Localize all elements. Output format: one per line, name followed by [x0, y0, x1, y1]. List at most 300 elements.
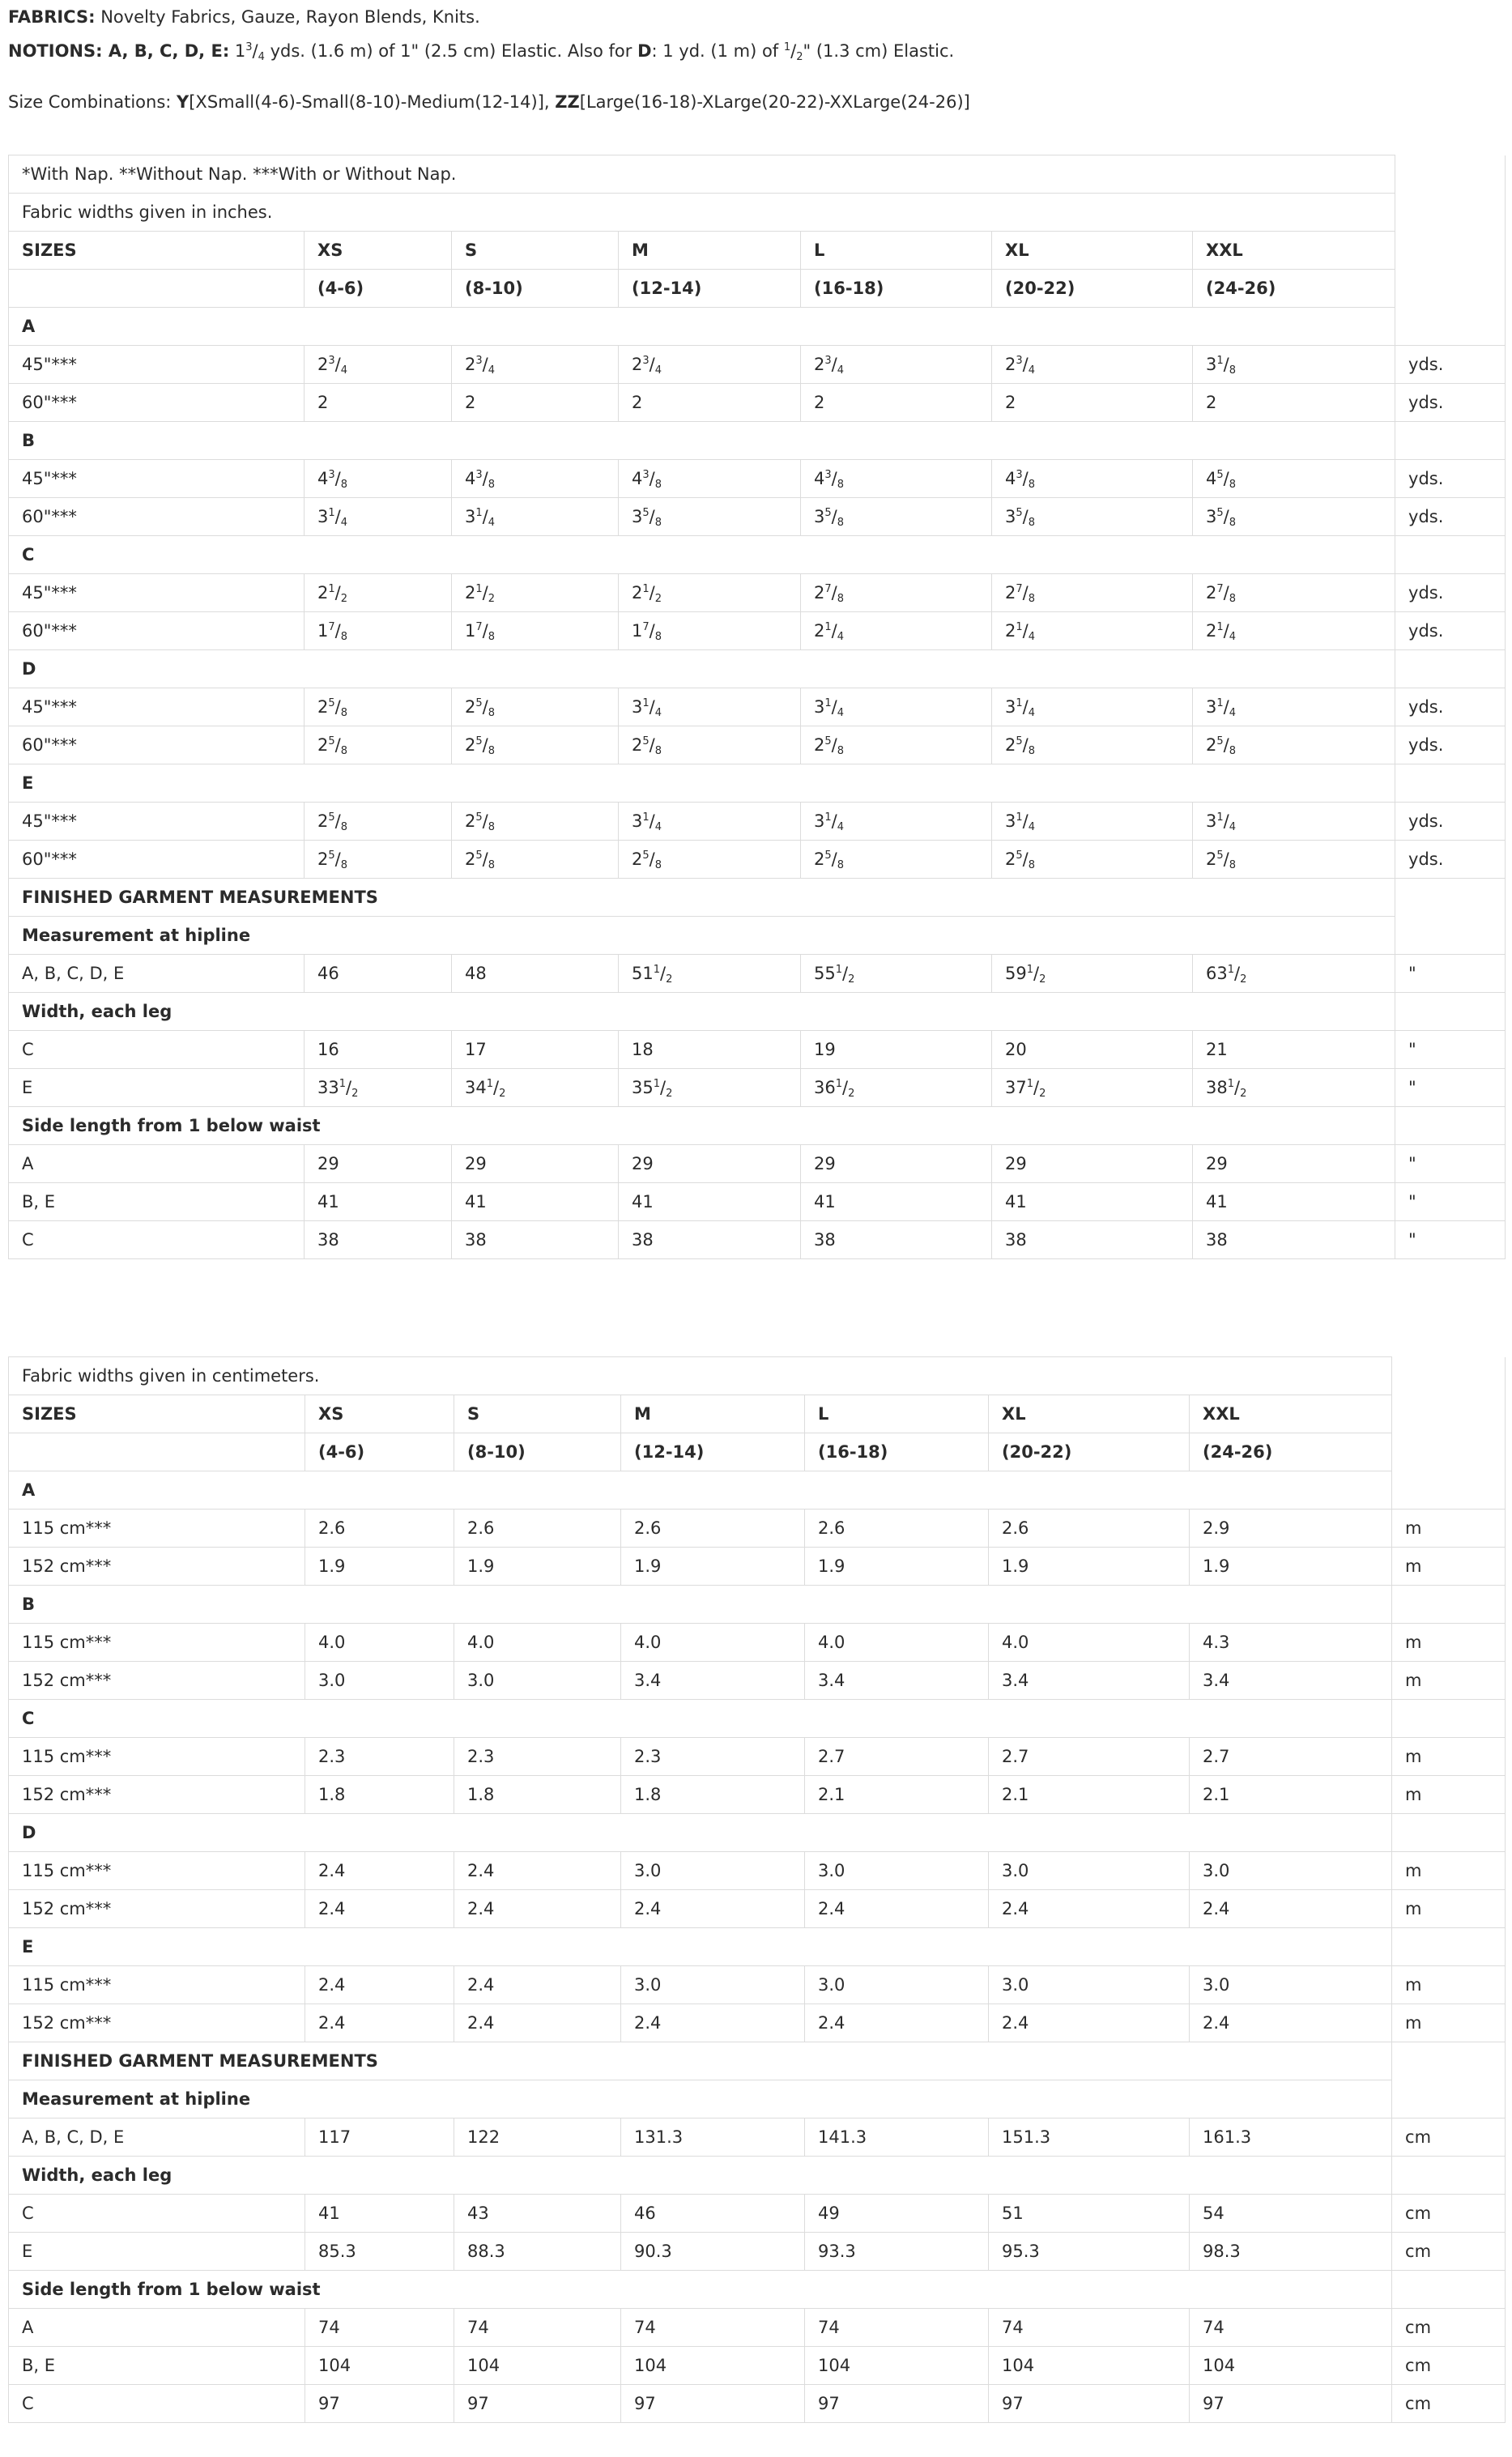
fraction-numerator: 5 [328, 811, 335, 824]
value-cell: 54 [1190, 2195, 1392, 2233]
value-cell: 29 [619, 1145, 801, 1183]
row-label: 115 cm*** [9, 1966, 305, 2004]
blank-cell [1392, 1471, 1506, 1510]
value-cell: 41 [992, 1183, 1193, 1221]
value-cell: 4.0 [805, 1624, 989, 1662]
value-cell: 93.3 [805, 2233, 989, 2271]
row-label: 45"*** [9, 346, 305, 384]
value-cell: $2^5/_8$ [1193, 726, 1395, 764]
table-row [9, 384, 1506, 422]
value-cell: $4^3/_8$ [619, 460, 801, 498]
size-combo-zz-text: [Large(16-18)-XLarge(20-22)-XXLarge(24-26)] [579, 92, 970, 112]
fraction-numerator: 3 [328, 355, 335, 367]
value-cell: 29 [992, 1145, 1193, 1183]
notions-amount-whole: 1 [229, 41, 246, 61]
value-cell: $2^3/_4$ [452, 346, 619, 384]
value-cell: 104 [805, 2347, 989, 2385]
fraction-numerator: 3 [328, 469, 335, 481]
table-row [9, 2004, 1506, 2042]
value-cell: 4.0 [621, 1624, 805, 1662]
unit-cell: " [1395, 955, 1506, 993]
unit-cell: cm [1392, 2347, 1506, 2385]
fabrics-text: Novelty Fabrics, Gauze, Rayon Blends, Knits. [95, 7, 480, 27]
row-label: E [9, 2233, 305, 2271]
value-cell: $2^7/_8$ [992, 574, 1193, 612]
value-cell: 3.0 [805, 1966, 989, 2004]
fraction-denominator: 8 [1229, 479, 1237, 491]
table-row [9, 460, 1506, 498]
value-cell: $4^5/_8$ [1193, 460, 1395, 498]
row-label: 152 cm*** [9, 1662, 305, 1700]
row-label: 60"*** [9, 498, 305, 536]
value-cell: 29 [1193, 1145, 1395, 1183]
size-header: M [619, 232, 801, 270]
value-cell: 2.6 [621, 1510, 805, 1548]
value-cell: 2.3 [621, 1738, 805, 1776]
value-cell: 4.3 [1190, 1624, 1392, 1662]
blank-cell [1395, 993, 1506, 1031]
value-cell: $2^1/_2$ [619, 574, 801, 612]
fraction-numerator: 3 [642, 355, 650, 367]
table-row [9, 574, 1506, 612]
measurement-heading-row [9, 2080, 1506, 2118]
fraction-denominator: 8 [837, 593, 845, 605]
size-range: (4-6) [305, 1433, 454, 1471]
value-cell: 97 [989, 2385, 1190, 2423]
fraction-denominator: 8 [488, 631, 496, 643]
blank-cell [1395, 194, 1506, 232]
view-label: B [9, 1586, 1392, 1624]
size-range: (24-26) [1193, 270, 1395, 308]
value-cell: 18 [619, 1031, 801, 1069]
size-range-row [9, 270, 1506, 308]
table-row [9, 2309, 1506, 2347]
value-cell: 4.0 [989, 1624, 1190, 1662]
blank-cell [1392, 1700, 1506, 1738]
measurement-heading-row [9, 2157, 1506, 2195]
fraction-numerator: 5 [642, 735, 650, 747]
view-section-row [9, 1928, 1506, 1966]
fraction-denominator: 8 [340, 859, 348, 871]
value-cell: 43 [454, 2195, 621, 2233]
table-row [9, 1548, 1506, 1586]
value-cell: 104 [621, 2347, 805, 2385]
fraction-numerator: 3 [475, 355, 483, 367]
value-cell: $3^5/_8$ [992, 498, 1193, 536]
measurement-heading-row [9, 2042, 1506, 2080]
value-cell: 3.0 [305, 1662, 454, 1700]
value-cell: $2^5/_8$ [305, 841, 452, 879]
value-cell: 3.4 [989, 1662, 1190, 1700]
fraction-numerator: 5 [475, 850, 483, 862]
blank-cell [1392, 2157, 1506, 2195]
size-range: (16-18) [801, 270, 992, 308]
yardage-table-centimeters [8, 1356, 1506, 2423]
row-label: 45"*** [9, 688, 305, 726]
unit-cell: m [1392, 1510, 1506, 1548]
value-cell: 2.4 [305, 1966, 454, 2004]
fraction-denominator: 2 [1240, 1088, 1247, 1100]
table-row [9, 612, 1506, 650]
unit-cell: m [1392, 1852, 1506, 1890]
value-cell: 1.9 [621, 1548, 805, 1586]
table-row [9, 688, 1506, 726]
value-cell: $63^1/_2$ [1193, 955, 1395, 993]
note-row [9, 155, 1506, 194]
sizes-header-row [9, 232, 1506, 270]
value-cell: $1^7/_8$ [619, 612, 801, 650]
view-label: A [9, 308, 1395, 346]
row-label: 60"*** [9, 841, 305, 879]
row-label: C [9, 2385, 305, 2423]
row-label: 45"*** [9, 803, 305, 841]
value-cell: 151.3 [989, 2118, 1190, 2157]
value-cell: $3^1/_4$ [1193, 688, 1395, 726]
value-cell: $4^3/_8$ [452, 460, 619, 498]
fraction-denominator: 8 [340, 821, 348, 833]
fraction-denominator: 8 [837, 517, 845, 529]
fraction-numerator: 1 [1026, 1078, 1034, 1090]
blank-cell [1395, 270, 1506, 308]
fraction-numerator: 1 [1216, 697, 1224, 709]
row-label: B, E [9, 1183, 305, 1221]
value-cell: $2^1/_4$ [992, 612, 1193, 650]
value-cell: 2.4 [1190, 2004, 1392, 2042]
measurement-heading-row [9, 993, 1506, 1031]
value-cell: $4^3/_8$ [992, 460, 1193, 498]
view-section-row [9, 308, 1506, 346]
value-cell: 74 [621, 2309, 805, 2347]
fraction-denominator: 4 [654, 821, 662, 833]
view-section-row [9, 764, 1506, 803]
fraction-numerator: 3 [824, 355, 832, 367]
value-cell: 41 [305, 1183, 452, 1221]
table-row [9, 1662, 1506, 1700]
unit-cell: m [1392, 1890, 1506, 1928]
value-cell: 2.3 [305, 1738, 454, 1776]
fraction-denominator: 4 [1028, 821, 1036, 833]
size-header: XS [305, 232, 452, 270]
fraction-denominator: 4 [1229, 707, 1237, 719]
measurement-heading: Width, each leg [9, 993, 1395, 1031]
value-cell: 20 [992, 1031, 1193, 1069]
size-combinations-line [8, 85, 1498, 136]
fraction-numerator: 1 [1026, 964, 1034, 976]
value-cell: 104 [1190, 2347, 1392, 2385]
value-cell: 1.8 [621, 1776, 805, 1814]
view-label: B [9, 422, 1395, 460]
value-cell: $2^3/_4$ [801, 346, 992, 384]
fraction-denominator: 2 [340, 593, 348, 605]
notions-label: NOTIONS: A, B, C, D, E: [8, 41, 230, 61]
unit-cell: m [1392, 1624, 1506, 1662]
unit-cell: m [1392, 1662, 1506, 1700]
measurement-heading: Measurement at hipline [9, 2080, 1392, 2118]
value-cell: 2.6 [989, 1510, 1190, 1548]
blank-cell [1395, 536, 1506, 574]
measurement-heading: Measurement at hipline [9, 917, 1395, 955]
value-cell: $37^1/_2$ [992, 1069, 1193, 1107]
value-cell: 41 [801, 1183, 992, 1221]
value-cell: $2^5/_8$ [452, 688, 619, 726]
fraction-denominator: 8 [1028, 859, 1036, 871]
fraction-numerator: 5 [328, 850, 335, 862]
unit-cell: " [1395, 1031, 1506, 1069]
fraction-denominator: 4 [1229, 631, 1237, 643]
size-header: XL [989, 1395, 1190, 1433]
value-cell: 29 [452, 1145, 619, 1183]
unit-cell: yds. [1395, 803, 1506, 841]
table-row [9, 1069, 1506, 1107]
value-cell: 3.0 [621, 1852, 805, 1890]
value-cell: 16 [305, 1031, 452, 1069]
size-range: (4-6) [305, 270, 452, 308]
value-cell: 85.3 [305, 2233, 454, 2271]
blank-cell [1392, 2042, 1506, 2080]
value-cell: $4^3/_8$ [305, 460, 452, 498]
fraction-numerator: 5 [475, 811, 483, 824]
size-range: (8-10) [454, 1433, 621, 1471]
value-cell: 2 [1193, 384, 1395, 422]
value-cell: 74 [805, 2309, 989, 2347]
blank-cell [1392, 1928, 1506, 1966]
fraction-denominator: 2 [848, 973, 855, 986]
value-cell: 1.9 [454, 1548, 621, 1586]
value-cell: $35^1/_2$ [619, 1069, 801, 1107]
table-row [9, 1183, 1506, 1221]
fraction-denominator: 8 [340, 631, 348, 643]
value-cell: 74 [305, 2309, 454, 2347]
fraction-denominator: 8 [340, 479, 348, 491]
fraction-numerator: 1 [642, 811, 650, 824]
unit-cell: " [1395, 1221, 1506, 1259]
blank-cell [1395, 1107, 1506, 1145]
unit-cell: cm [1392, 2118, 1506, 2157]
view-label: C [9, 536, 1395, 574]
fabrics-line [8, 0, 1498, 34]
fraction-numerator: 7 [642, 621, 650, 633]
unit-cell: m [1392, 1548, 1506, 1586]
row-label: C [9, 1221, 305, 1259]
fraction-numerator: 3 [475, 469, 483, 481]
fraction-numerator: 1 [1016, 697, 1023, 709]
view-section-row [9, 1700, 1506, 1738]
unit-cell: yds. [1395, 384, 1506, 422]
value-cell: 2.4 [1190, 1890, 1392, 1928]
value-cell: $2^1/_2$ [452, 574, 619, 612]
table-row [9, 1890, 1506, 1928]
unit-cell: " [1395, 1145, 1506, 1183]
notions-amount2-numerator: 1 [783, 41, 791, 53]
value-cell: 2.4 [305, 1852, 454, 1890]
fraction-denominator: 4 [837, 821, 845, 833]
value-cell: $34^1/_2$ [452, 1069, 619, 1107]
size-range: (12-14) [621, 1433, 805, 1471]
value-cell: $33^1/_2$ [305, 1069, 452, 1107]
fraction-denominator: 8 [1229, 745, 1237, 757]
size-range: (20-22) [989, 1433, 1190, 1471]
value-cell: $2^5/_8$ [305, 688, 452, 726]
row-label: 152 cm*** [9, 1890, 305, 1928]
blank-cell [1392, 2080, 1506, 2118]
fraction-numerator: 1 [1016, 621, 1023, 633]
fraction-denominator: 8 [654, 745, 662, 757]
unit-cell: cm [1392, 2233, 1506, 2271]
value-cell: 2.6 [454, 1510, 621, 1548]
fraction-numerator: 1 [1227, 964, 1235, 976]
fraction-numerator: 5 [1016, 850, 1023, 862]
fraction-numerator: 5 [1016, 507, 1023, 519]
value-cell: 2.6 [305, 1510, 454, 1548]
value-cell: $3^1/_8$ [1193, 346, 1395, 384]
value-cell: 131.3 [621, 2118, 805, 2157]
fraction-numerator: 1 [1216, 355, 1224, 367]
value-cell: 21 [1193, 1031, 1395, 1069]
value-cell: 2.4 [454, 1966, 621, 2004]
fraction-denominator: 2 [1240, 973, 1247, 986]
value-cell: 2.7 [1190, 1738, 1392, 1776]
value-cell: 38 [305, 1221, 452, 1259]
table-row [9, 803, 1506, 841]
fraction-denominator: 8 [1028, 479, 1036, 491]
value-cell: 38 [801, 1221, 992, 1259]
fraction-numerator: 3 [1016, 355, 1023, 367]
fabrics-label: FABRICS: [8, 7, 96, 27]
fraction-denominator: 4 [1229, 821, 1237, 833]
fraction-numerator: 7 [328, 621, 335, 633]
size-range-label [9, 270, 305, 308]
fraction-numerator: 1 [1216, 621, 1224, 633]
value-cell: 74 [454, 2309, 621, 2347]
view-section-row [9, 1471, 1506, 1510]
unit-cell: yds. [1395, 726, 1506, 764]
blank-cell [1392, 1814, 1506, 1852]
notions-amount2-denominator: 2 [796, 51, 803, 63]
table-row [9, 955, 1506, 993]
value-cell: 117 [305, 2118, 454, 2157]
value-cell: $3^1/_4$ [452, 498, 619, 536]
value-cell: $2^1/_2$ [305, 574, 452, 612]
fraction-numerator: 5 [824, 850, 832, 862]
fraction-numerator: 5 [642, 507, 650, 519]
value-cell: 3.0 [989, 1966, 1190, 2004]
value-cell: 2.4 [989, 2004, 1190, 2042]
value-cell: 90.3 [621, 2233, 805, 2271]
fraction-numerator: 1 [642, 583, 650, 595]
view-label: A [9, 1471, 1392, 1510]
size-header: S [452, 232, 619, 270]
fraction-numerator: 1 [328, 507, 335, 519]
value-cell: $3^1/_4$ [992, 688, 1193, 726]
value-cell: 3.0 [989, 1852, 1190, 1890]
fraction-numerator: 1 [1227, 1078, 1235, 1090]
size-range: (8-10) [452, 270, 619, 308]
fraction-numerator: 5 [1216, 507, 1224, 519]
table-row [9, 498, 1506, 536]
fraction-denominator: 8 [1229, 364, 1237, 377]
value-cell: $2^5/_8$ [992, 726, 1193, 764]
row-label: C [9, 2195, 305, 2233]
table-row [9, 1510, 1506, 1548]
value-cell: $38^1/_2$ [1193, 1069, 1395, 1107]
value-cell: $2^5/_8$ [452, 841, 619, 879]
blank-cell [1395, 764, 1506, 803]
size-combo-y: Y [177, 92, 190, 112]
fraction-numerator: 5 [1216, 735, 1224, 747]
value-cell: $55^1/_2$ [801, 955, 992, 993]
value-cell: 98.3 [1190, 2233, 1392, 2271]
value-cell: $3^1/_4$ [992, 803, 1193, 841]
value-cell: 1.8 [454, 1776, 621, 1814]
value-cell: $3^5/_8$ [1193, 498, 1395, 536]
value-cell: $2^5/_8$ [452, 803, 619, 841]
measurement-heading-row [9, 879, 1506, 917]
fraction-denominator: 8 [488, 821, 496, 833]
value-cell: 2.7 [989, 1738, 1190, 1776]
fraction-denominator: 8 [340, 745, 348, 757]
measurement-heading: Width, each leg [9, 2157, 1392, 2195]
notions-text: yds. (1.6 m) of 1" (2.5 cm) Elastic. Also for [264, 41, 638, 61]
sizes-header-row [9, 1395, 1506, 1433]
table-row [9, 1031, 1506, 1069]
size-header: L [805, 1395, 989, 1433]
fraction-denominator: 2 [666, 973, 673, 986]
view-section-row [9, 536, 1506, 574]
fraction-numerator: 1 [1216, 811, 1224, 824]
fraction-denominator: 8 [1229, 517, 1237, 529]
value-cell: $2^7/_8$ [801, 574, 992, 612]
size-header: XXL [1190, 1395, 1392, 1433]
size-header: XS [305, 1395, 454, 1433]
view-label: C [9, 1700, 1392, 1738]
fraction-denominator: 8 [340, 707, 348, 719]
fraction-numerator: 5 [475, 697, 483, 709]
value-cell: 2.4 [305, 1890, 454, 1928]
value-cell: 97 [305, 2385, 454, 2423]
row-label: 60"*** [9, 612, 305, 650]
value-cell: 1.9 [989, 1548, 1190, 1586]
fraction-denominator: 4 [488, 517, 496, 529]
table-row [9, 1221, 1506, 1259]
value-cell: $2^5/_8$ [992, 841, 1193, 879]
fraction-denominator: 2 [654, 593, 662, 605]
value-cell: 2.1 [1190, 1776, 1392, 1814]
notions-amount-numerator: 3 [245, 41, 253, 53]
measurement-heading-row [9, 2271, 1506, 2309]
row-label: 115 cm*** [9, 1852, 305, 1890]
value-cell: 1.9 [1190, 1548, 1392, 1586]
size-header: S [454, 1395, 621, 1433]
pattern-intro [8, 0, 1498, 136]
fraction-numerator: 5 [1216, 850, 1224, 862]
fraction-numerator: 5 [1016, 735, 1023, 747]
blank-cell [1395, 917, 1506, 955]
size-range-label [9, 1433, 305, 1471]
view-section-row [9, 1814, 1506, 1852]
value-cell: 29 [305, 1145, 452, 1183]
row-label: 45"*** [9, 460, 305, 498]
table-row [9, 1776, 1506, 1814]
fraction-denominator: 4 [837, 631, 845, 643]
value-cell: 95.3 [989, 2233, 1190, 2271]
value-cell: 17 [452, 1031, 619, 1069]
row-label: B, E [9, 2347, 305, 2385]
row-label: 115 cm*** [9, 1738, 305, 1776]
table-row [9, 1738, 1506, 1776]
caption-row [9, 194, 1506, 232]
fraction-denominator: 8 [654, 517, 662, 529]
value-cell: 1.9 [805, 1548, 989, 1586]
